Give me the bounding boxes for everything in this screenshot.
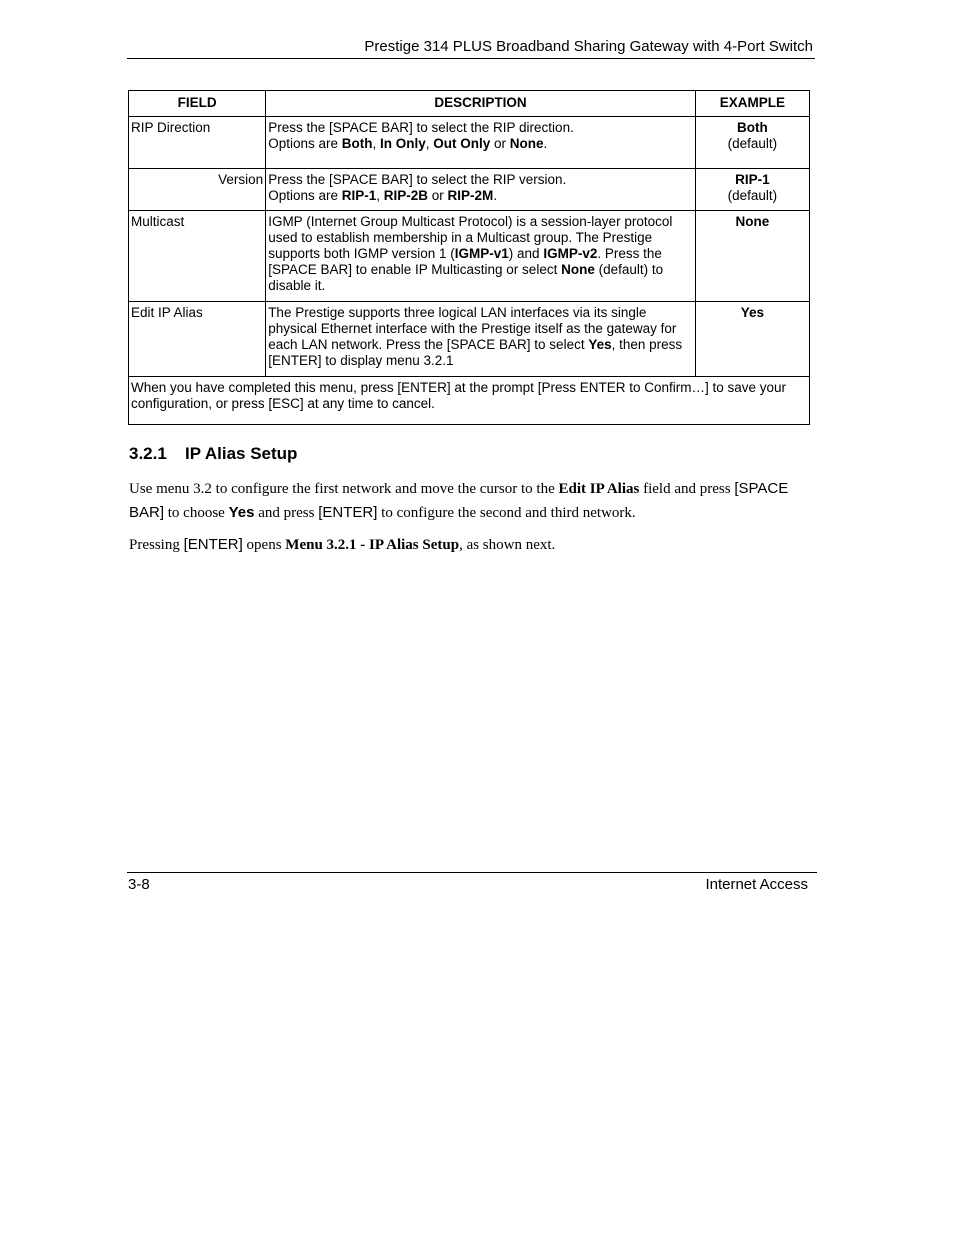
text-run: None [509,136,544,151]
example-cell [695,117,809,169]
example-cell [695,302,809,377]
text-run: , [376,188,384,203]
text-run: Press the [SPACE BAR] to select the RIP version. [268,172,567,187]
header-example: EXAMPLE [695,91,809,117]
text-run: Options are [268,188,342,203]
table-row [129,117,810,169]
text-run: Pressing [129,537,184,553]
example-value: None [735,214,770,229]
text-run: Both [341,136,373,151]
example-cell [695,169,809,211]
field-cell: Edit IP Alias [129,302,266,377]
example-value: Yes [740,305,765,320]
text-run: RIP-1 [341,188,377,203]
text-run: [SPACE BAR] [129,480,789,521]
header-title: Prestige 314 PLUS Broadband Sharing Gateway with 4-Port Switch [364,38,813,55]
text-run: Out Only [433,136,491,151]
text-run: to configure the second and third network. [377,505,636,521]
section-number: 3.2.1 [129,444,167,463]
table-row [129,302,810,377]
field-table [128,90,810,425]
text-run: , as shown next. [459,537,556,553]
page-footer [127,872,817,893]
chapter-name: Internet Access [705,876,808,893]
text-run: or [490,136,510,151]
text-run: [ENTER] [183,536,243,553]
text-run: . [493,188,498,203]
text-run: [ENTER] [318,504,378,521]
table-row [129,169,810,211]
text-run: to choose [164,505,229,521]
text-run: , [425,136,434,151]
text-run: or [428,188,448,203]
description-cell [266,302,696,377]
text-run: and press [254,505,319,521]
header-field: FIELD [129,91,266,117]
text-run: , [372,136,380,151]
section-title: IP Alias Setup [185,444,298,463]
field-cell: RIP Direction [129,117,266,169]
text-run: In Only [380,136,426,151]
page-number: 3-8 [128,876,150,893]
paragraph-2 [129,533,809,557]
text-run: Press the [SPACE BAR] to select the RIP direction. [268,120,574,135]
text-run: . Press the [SPACE BAR] to enable IP Multicasting or select [268,246,662,277]
description-cell [266,117,696,169]
example-note: (default) [727,188,778,203]
text-run: . [543,136,548,151]
text-run: , then press [ENTER] to display menu 3.2.1 [268,337,683,368]
text-run: IGMP-v1 [454,246,509,261]
paragraph-1 [129,477,809,525]
example-value: Both [737,120,768,135]
example-note: (default) [727,136,778,151]
header-description: DESCRIPTION [266,91,696,117]
text-run: RIP-2B [383,188,429,203]
text-run: The Prestige supports three logical LAN interfaces via its single physical Ethernet interface with the Prestige itself as the gateway for each LAN network. Press the [SPACE BAR] to select [268,305,677,352]
example-cell [695,211,809,302]
text-run: Use menu 3.2 to configure the first network and move the cursor to the [129,481,559,497]
table-footer-note: When you have completed this menu, press [ENTER] at the prompt [Press ENTER to Confirm…] to save your configuration, or press [ESC] at any time to cancel. [129,377,810,425]
text-run: Yes [588,337,612,352]
text-run: ) and [508,246,544,261]
text-run: (default) to disable it. [268,262,664,293]
text-run: Options are [268,136,342,151]
field-cell: Version [129,169,266,211]
field-cell: Multicast [129,211,266,302]
table-header-row [129,91,810,117]
section-heading [129,444,297,464]
text-run: None [561,262,595,277]
text-run: Menu 3.2.1 - IP Alias Setup [285,537,460,553]
description-cell [266,169,696,211]
page-header [127,37,815,59]
text-run: Edit IP Alias [558,481,640,497]
description-cell [266,211,696,302]
text-run: RIP-2M [447,188,494,203]
text-run: IGMP-v2 [543,246,598,261]
table-row [129,211,810,302]
text-run: opens [242,537,286,553]
text-run: Yes [228,504,255,521]
example-value: RIP-1 [735,172,770,187]
text-run: IGMP (Internet Group Multicast Protocol) is a session-layer protocol used to establish membership in a Multicast group. The Prestige supports both IGMP version 1 ( [268,214,673,261]
text-run: field and press [639,481,735,497]
table-footer-row [129,377,810,425]
